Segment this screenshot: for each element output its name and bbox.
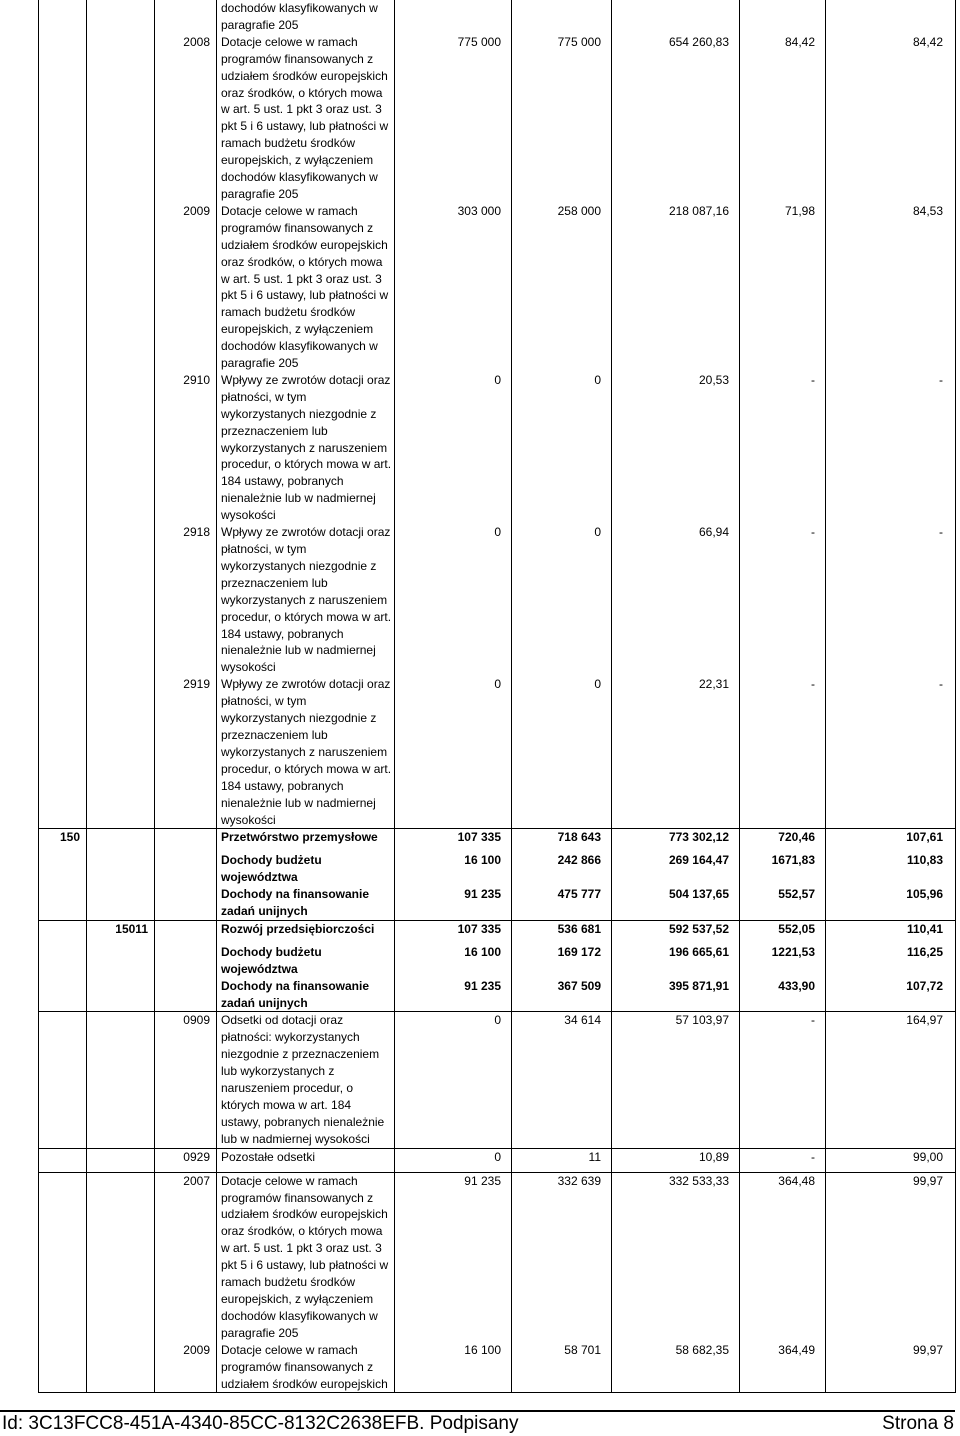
execution-amount: 218 087,16 (612, 203, 740, 372)
section-code (39, 1012, 87, 1148)
plan-initial: 91 235 (395, 978, 512, 1012)
chapter-code (87, 978, 155, 1012)
execution-amount: 20,53 (612, 372, 740, 524)
section-code (39, 524, 87, 676)
pct-of-initial: 552,57 (740, 886, 826, 920)
plan-initial: 0 (395, 524, 512, 676)
plan-after-changes: 58 701 (512, 1342, 612, 1393)
chapter-code (87, 829, 155, 846)
chapter-code (87, 1342, 155, 1393)
paragraph-code: 2918 (155, 524, 217, 676)
plan-initial: 0 (395, 676, 512, 829)
plan-after-changes: 258 000 (512, 203, 612, 372)
row-description: Wpływy ze zwrotów dotacji oraz płatności, w tym wykorzystanych niezgodnie z przeznaczeniem lub wykorzystanych z naruszeniem procedur, o których mowa w art. 184 ustawy, pobranych nienależnie lub w nadmiernej wysokości (217, 524, 395, 676)
paragraph-code (155, 886, 217, 920)
row-description: Dotacje celowe w ramach programów finansowanych z udziałem środków europejskich oraz środków, o których mowa w art. 5 ust. 1 pkt 3 oraz ust. 3 pkt 5 i 6 ustawy, lub płatności w ramach budżetu środków europejskich, z wyłączeniem dochodów klasyfikowanych w paragrafie 205 (217, 203, 395, 372)
section-code (39, 203, 87, 372)
paragraph-code (155, 944, 217, 978)
chapter-code (87, 944, 155, 978)
pct-of-plan: 110,41 (826, 920, 956, 937)
pct-of-plan: 99,97 (826, 1172, 956, 1342)
chapter-code (87, 0, 155, 34)
pct-of-plan: 110,83 (826, 852, 956, 886)
plan-after-changes: 169 172 (512, 944, 612, 978)
plan-initial: 91 235 (395, 886, 512, 920)
section-code (39, 1172, 87, 1342)
chapter-code (87, 1148, 155, 1165)
section-code (39, 920, 87, 937)
plan-after-changes: 718 643 (512, 829, 612, 846)
row-description: dochodów klasyfikowanych w paragrafie 205 (217, 0, 395, 34)
paragraph-code: 2007 (155, 1172, 217, 1342)
pct-of-plan: 84,53 (826, 203, 956, 372)
table-row (39, 203, 956, 372)
plan-initial (395, 0, 512, 34)
row-description: Odsetki od dotacji oraz płatności: wykorzystanych niezgodnie z przeznaczeniem lub wykorzystanych z naruszeniem procedur, o których mowa w art. 184 ustawy, pobranych nienależnie lub w nadmiernej wysokości (217, 1012, 395, 1148)
section-code (39, 852, 87, 886)
plan-after-changes: 0 (512, 676, 612, 829)
pct-of-initial: - (740, 524, 826, 676)
chapter-code (87, 1012, 155, 1148)
table-row (39, 1012, 956, 1148)
row-description: Dotacje celowe w ramach programów finansowanych z udziałem środków europejskich (217, 1342, 395, 1393)
pct-of-plan: - (826, 676, 956, 829)
row-description: Dochody na finansowanie zadań unijnych (217, 886, 395, 920)
paragraph-code (155, 0, 217, 34)
row-description: Dochody budżetu województwa (217, 944, 395, 978)
pct-of-initial: 84,42 (740, 34, 826, 203)
section-code (39, 1148, 87, 1165)
execution-amount: 196 665,61 (612, 944, 740, 978)
pct-of-plan: 164,97 (826, 1012, 956, 1148)
row-description: Dotacje celowe w ramach programów finansowanych z udziałem środków europejskich oraz środków, o których mowa w art. 5 ust. 1 pkt 3 oraz ust. 3 pkt 5 i 6 ustawy, lub płatności w ramach budżetu środków europejskich, z wyłączeniem dochodów klasyfikowanych w paragrafie 205 (217, 34, 395, 203)
table-row (39, 0, 956, 34)
plan-after-changes: 475 777 (512, 886, 612, 920)
table-row (39, 1172, 956, 1342)
pct-of-plan: 99,00 (826, 1148, 956, 1165)
plan-after-changes: 775 000 (512, 34, 612, 203)
paragraph-code (155, 978, 217, 1012)
paragraph-code: 2919 (155, 676, 217, 829)
plan-initial: 16 100 (395, 944, 512, 978)
execution-amount: 22,31 (612, 676, 740, 829)
plan-initial: 107 335 (395, 920, 512, 937)
plan-after-changes: 0 (512, 372, 612, 524)
chapter-code (87, 372, 155, 524)
plan-initial: 0 (395, 1012, 512, 1148)
document-id: Id: 3C13FCC8-451A-4340-85CC-8132C2638EFB. Podpisany (2, 1413, 519, 1434)
pct-of-plan: 84,42 (826, 34, 956, 203)
section-code (39, 1342, 87, 1393)
execution-amount: 773 302,12 (612, 829, 740, 846)
plan-after-changes: 0 (512, 524, 612, 676)
paragraph-code: 2910 (155, 372, 217, 524)
plan-after-changes: 536 681 (512, 920, 612, 937)
execution-amount: 66,94 (612, 524, 740, 676)
chapter-code (87, 524, 155, 676)
section-code (39, 886, 87, 920)
pct-of-initial: - (740, 1148, 826, 1165)
table-row (39, 34, 956, 203)
paragraph-code: 2009 (155, 203, 217, 372)
chapter-code (87, 34, 155, 203)
execution-amount: 10,89 (612, 1148, 740, 1165)
plan-after-changes: 332 639 (512, 1172, 612, 1342)
plan-initial: 91 235 (395, 1172, 512, 1342)
pct-of-initial: 433,90 (740, 978, 826, 1012)
pct-of-plan: 107,72 (826, 978, 956, 1012)
execution-amount: 592 537,52 (612, 920, 740, 937)
paragraph-code (155, 852, 217, 886)
execution-amount: 504 137,65 (612, 886, 740, 920)
table-row (39, 676, 956, 829)
plan-initial: 0 (395, 372, 512, 524)
pct-of-plan: - (826, 524, 956, 676)
execution-amount: 395 871,91 (612, 978, 740, 1012)
paragraph-code: 2009 (155, 1342, 217, 1393)
plan-initial: 107 335 (395, 829, 512, 846)
plan-initial: 16 100 (395, 852, 512, 886)
pct-of-initial: 364,48 (740, 1172, 826, 1342)
section-code (39, 944, 87, 978)
row-description: Wpływy ze zwrotów dotacji oraz płatności, w tym wykorzystanych niezgodnie z przeznaczeniem lub wykorzystanych z naruszeniem procedur, o których mowa w art. 184 ustawy, pobranych nienależnie lub w nadmiernej wysokości (217, 676, 395, 829)
paragraph-code: 0909 (155, 1012, 217, 1148)
pct-of-initial: - (740, 372, 826, 524)
pct-of-initial: 720,46 (740, 829, 826, 846)
paragraph-code: 2008 (155, 34, 217, 203)
paragraph-code (155, 829, 217, 846)
row-description: Wpływy ze zwrotów dotacji oraz płatności, w tym wykorzystanych niezgodnie z przeznaczeniem lub wykorzystanych z naruszeniem procedur, o których mowa w art. 184 ustawy, pobranych nienależnie lub w nadmiernej wysokości (217, 372, 395, 524)
chapter-code (87, 203, 155, 372)
plan-initial: 775 000 (395, 34, 512, 203)
chapter-code (87, 1172, 155, 1342)
row-description: Przetwórstwo przemysłowe (217, 829, 395, 846)
row-description: Pozostałe odsetki (217, 1148, 395, 1165)
budget-table (38, 0, 956, 1393)
pct-of-initial: 71,98 (740, 203, 826, 372)
plan-after-changes: 11 (512, 1148, 612, 1165)
chapter-code (87, 852, 155, 886)
plan-initial: 0 (395, 1148, 512, 1165)
row-description: Dochody budżetu województwa (217, 852, 395, 886)
execution-amount: 332 533,33 (612, 1172, 740, 1342)
pct-of-initial: 364,49 (740, 1342, 826, 1393)
row-description: Rozwój przedsiębiorczości (217, 920, 395, 937)
table-row (39, 1342, 956, 1393)
pct-of-initial: 552,05 (740, 920, 826, 937)
table-row (39, 852, 956, 886)
execution-amount: 58 682,35 (612, 1342, 740, 1393)
plan-after-changes: 367 509 (512, 978, 612, 1012)
paragraph-code: 0929 (155, 1148, 217, 1165)
plan-initial: 303 000 (395, 203, 512, 372)
plan-after-changes: 242 866 (512, 852, 612, 886)
section-code (39, 676, 87, 829)
table-row (39, 372, 956, 524)
pct-of-plan: 116,25 (826, 944, 956, 978)
pct-of-plan (826, 0, 956, 34)
chapter-code: 15011 (87, 920, 155, 937)
table-row (39, 978, 956, 1012)
pct-of-initial: 1221,53 (740, 944, 826, 978)
pct-of-plan: - (826, 372, 956, 524)
table-row (39, 829, 956, 846)
row-description: Dochody na finansowanie zadań unijnych (217, 978, 395, 1012)
pct-of-initial: 1671,83 (740, 852, 826, 886)
pct-of-plan: 99,97 (826, 1342, 956, 1393)
table-row (39, 944, 956, 978)
execution-amount: 57 103,97 (612, 1012, 740, 1148)
table-row (39, 1148, 956, 1165)
pct-of-initial (740, 0, 826, 34)
pct-of-initial: - (740, 676, 826, 829)
execution-amount: 654 260,83 (612, 34, 740, 203)
section-code (39, 372, 87, 524)
execution-amount (612, 0, 740, 34)
pct-of-plan: 107,61 (826, 829, 956, 846)
table-row (39, 920, 956, 937)
plan-initial: 16 100 (395, 1342, 512, 1393)
plan-after-changes: 34 614 (512, 1012, 612, 1148)
table-row (39, 524, 956, 676)
section-code: 150 (39, 829, 87, 846)
pct-of-initial: - (740, 1012, 826, 1148)
plan-after-changes (512, 0, 612, 34)
chapter-code (87, 886, 155, 920)
execution-amount: 269 164,47 (612, 852, 740, 886)
table-row (39, 886, 956, 920)
section-code (39, 978, 87, 1012)
section-code (39, 0, 87, 34)
section-code (39, 34, 87, 203)
pct-of-plan: 105,96 (826, 886, 956, 920)
paragraph-code (155, 920, 217, 937)
chapter-code (87, 676, 155, 829)
row-description: Dotacje celowe w ramach programów finansowanych z udziałem środków europejskich oraz środków, o których mowa w art. 5 ust. 1 pkt 3 oraz ust. 3 pkt 5 i 6 ustawy, lub płatności w ramach budżetu środków europejskich, z wyłączeniem dochodów klasyfikowanych w paragrafie 205 (217, 1172, 395, 1342)
page-number: Strona 8 (882, 1413, 954, 1434)
